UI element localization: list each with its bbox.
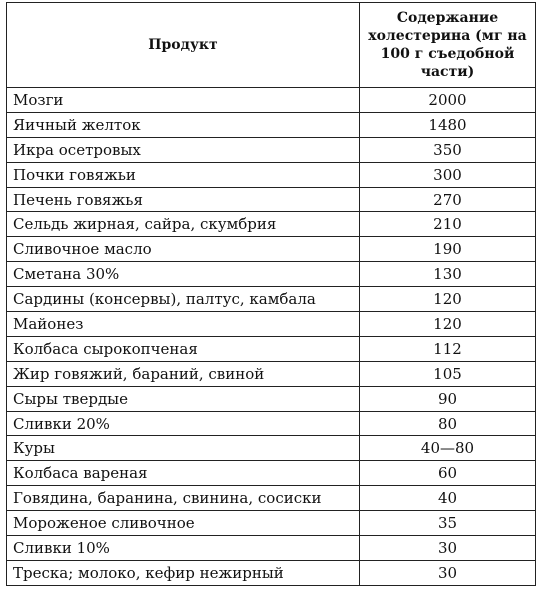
product-cell: Печень говяжья (7, 187, 360, 212)
cholesterol-cell: 40 (360, 486, 536, 511)
table-row (7, 560, 536, 585)
table-row (7, 336, 536, 361)
cholesterol-cell: 120 (360, 287, 536, 312)
product-cell: Говядина, баранина, свинина, сосиски (7, 486, 360, 511)
table-row (7, 137, 536, 162)
cholesterol-cell: 30 (360, 536, 536, 561)
table-row (7, 536, 536, 561)
product-cell: Колбаса вареная (7, 461, 360, 486)
header-cholesterol-text: Содержание холестерина (мг на 100 г съедобной части) (368, 10, 527, 80)
product-cell: Майонез (7, 312, 360, 337)
product-cell: Сливки 20% (7, 411, 360, 436)
header-product: Продукт (7, 3, 360, 88)
cholesterol-cell: 350 (360, 137, 536, 162)
cholesterol-cell: 35 (360, 511, 536, 536)
product-cell: Куры (7, 436, 360, 461)
product-cell: Почки говяжьи (7, 162, 360, 187)
cholesterol-cell: 1480 (360, 112, 536, 137)
table-row (7, 486, 536, 511)
cholesterol-cell: 105 (360, 361, 536, 386)
table-body (7, 88, 536, 586)
product-cell: Треска; молоко, кефир нежирный (7, 560, 360, 585)
table-row (7, 212, 536, 237)
table-row (7, 511, 536, 536)
cholesterol-table (6, 2, 536, 586)
table-row (7, 187, 536, 212)
product-cell: Мороженое сливочное (7, 511, 360, 536)
table-row (7, 88, 536, 113)
cholesterol-cell: 80 (360, 411, 536, 436)
table-row (7, 262, 536, 287)
table-row (7, 112, 536, 137)
table-row (7, 237, 536, 262)
cholesterol-cell: 130 (360, 262, 536, 287)
header-cholesterol (360, 3, 536, 88)
table-row (7, 312, 536, 337)
product-cell: Жир говяжий, бараний, свиной (7, 361, 360, 386)
table-row (7, 162, 536, 187)
table-row (7, 361, 536, 386)
table-row (7, 436, 536, 461)
table-row (7, 386, 536, 411)
product-cell: Сливки 10% (7, 536, 360, 561)
table-row (7, 461, 536, 486)
cholesterol-cell: 210 (360, 212, 536, 237)
product-cell: Колбаса сырокопченая (7, 336, 360, 361)
product-cell: Сыры твердые (7, 386, 360, 411)
cholesterol-cell: 300 (360, 162, 536, 187)
cholesterol-cell: 90 (360, 386, 536, 411)
table-row (7, 287, 536, 312)
product-cell: Сметана 30% (7, 262, 360, 287)
product-cell: Яичный желток (7, 112, 360, 137)
cholesterol-cell: 190 (360, 237, 536, 262)
product-cell: Мозги (7, 88, 360, 113)
cholesterol-cell: 270 (360, 187, 536, 212)
product-cell: Икра осетровых (7, 137, 360, 162)
cholesterol-cell: 112 (360, 336, 536, 361)
cholesterol-cell: 120 (360, 312, 536, 337)
product-cell: Сардины (консервы), палтус, камбала (7, 287, 360, 312)
cholesterol-cell: 2000 (360, 88, 536, 113)
cholesterol-cell: 40—80 (360, 436, 536, 461)
product-cell: Сельдь жирная, сайра, скумбрия (7, 212, 360, 237)
table-row (7, 411, 536, 436)
cholesterol-cell: 60 (360, 461, 536, 486)
header-row (7, 3, 536, 88)
product-cell: Сливочное масло (7, 237, 360, 262)
cholesterol-cell: 30 (360, 560, 536, 585)
